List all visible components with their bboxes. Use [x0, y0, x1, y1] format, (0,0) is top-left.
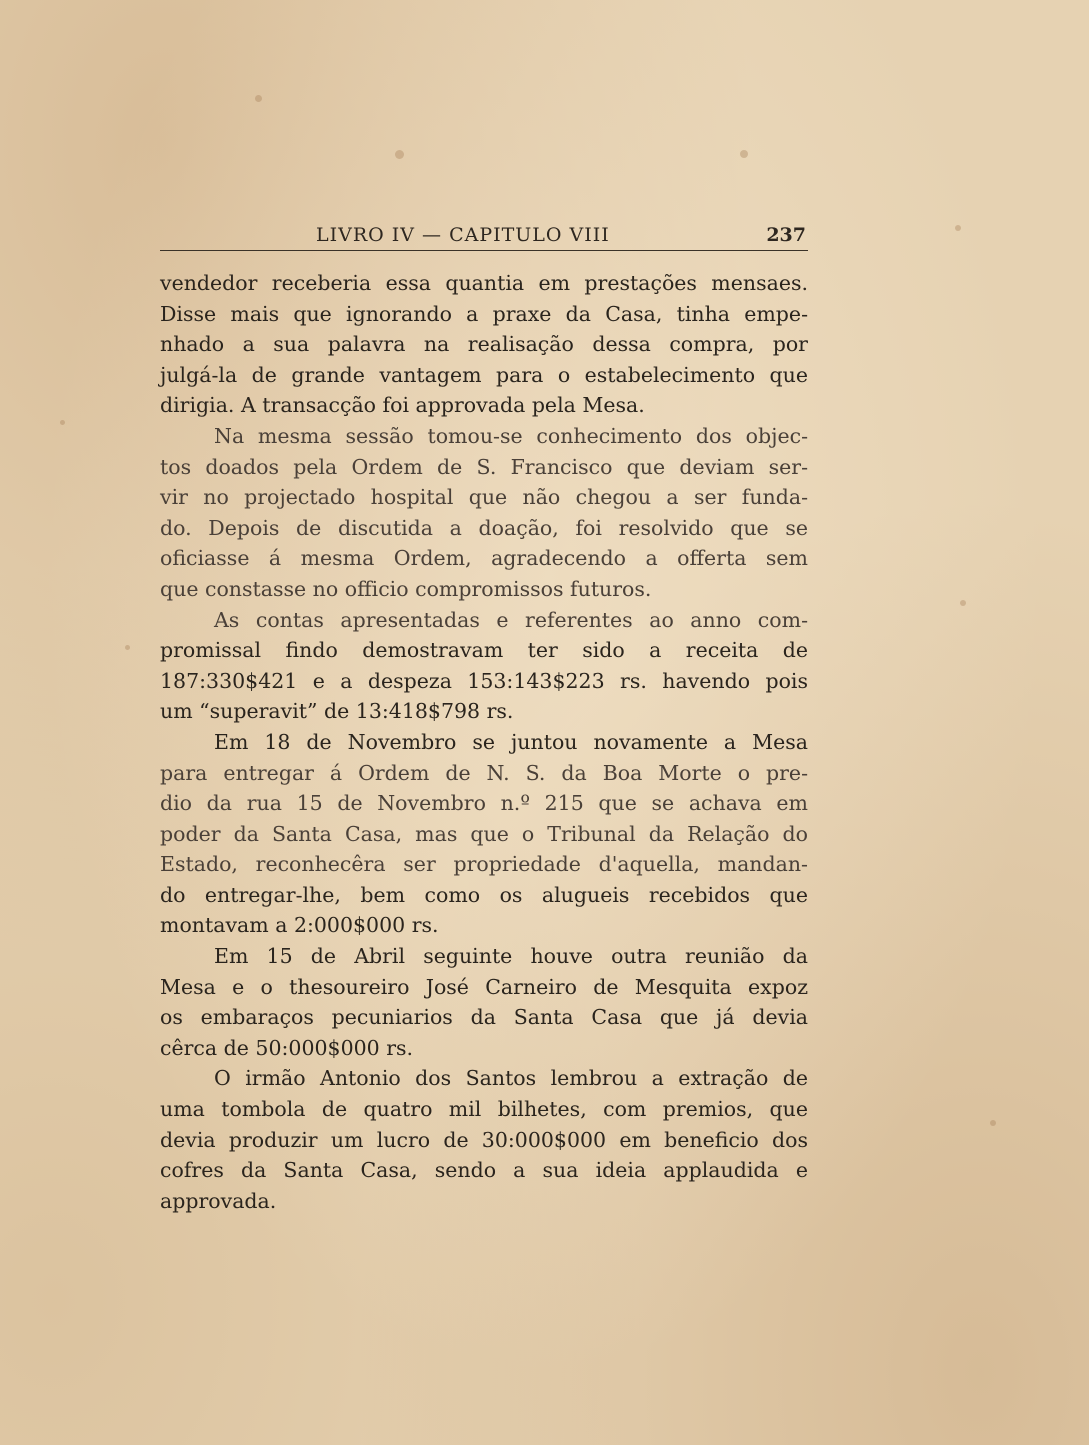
text-line: cêrca de 50:000$000 rs.: [160, 1035, 414, 1060]
text-line: um “superavit” de 13:418$798 rs.: [160, 699, 514, 724]
text-line: tos doados pela Ordem de S. Francisco que deviam ser-: [160, 454, 808, 479]
text-line: dio da rua 15 de Novembro n.º 215 que se achava em: [160, 791, 808, 816]
page-number: 237: [766, 224, 806, 246]
text-line: do entregar-lhe, bem como os alugueis recebidos que: [160, 882, 808, 907]
text-line: do. Depois de discutida a doação, foi resolvido que se: [160, 515, 808, 540]
text-line: devia produzir um lucro de 30:000$000 em beneficio dos: [160, 1127, 808, 1152]
running-head: LIVRO IV — CAPITULO VIII: [316, 224, 610, 246]
text-line: oficiasse á mesma Ordem, agradecendo a offerta sem: [160, 546, 808, 571]
foxing-spot: [740, 150, 748, 158]
text-line: que constasse no officio compromissos futuros.: [160, 576, 652, 601]
foxing-spot: [395, 150, 404, 159]
text-line: Em 18 de Novembro se juntou novamente a Mesa: [214, 729, 808, 754]
text-line: uma tombola de quatro mil bilhetes, com premios, que: [160, 1097, 808, 1122]
text-line: O irmão Antonio dos Santos lembrou a extração de: [214, 1066, 808, 1091]
page-header: [160, 224, 808, 251]
text-line: para entregar á Ordem de N. S. da Boa Morte o pre-: [160, 760, 808, 785]
text-line: As contas apresentadas e referentes ao anno com-: [214, 607, 808, 632]
foxing-spot: [960, 600, 966, 606]
text-line: promissal findo demostravam ter sido a receita de: [160, 638, 808, 663]
text-line: Na mesma sessão tomou-se conhecimento dos objec-: [214, 423, 808, 448]
foxing-spot: [990, 1120, 996, 1126]
text-line: 187:330$421 e a despeza 153:143$223 rs. havendo pois: [160, 668, 808, 693]
foxing-spot: [255, 95, 262, 102]
text-line: nhado a sua palavra na realisação dessa compra, por: [160, 332, 808, 357]
text-line: Estado, reconhecêra ser propriedade d'aquella, mandan-: [160, 852, 808, 877]
text-line: Em 15 de Abril seguinte houve outra reunião da: [214, 944, 808, 969]
text-line: Disse mais que ignorando a praxe da Casa, tinha empe-: [160, 301, 808, 326]
text-line: dirigia. A transacção foi approvada pela Mesa.: [160, 393, 645, 418]
text-line: approvada.: [160, 1188, 277, 1213]
text-line: vendedor receberia essa quantia em prestações mensaes.: [160, 271, 808, 295]
foxing-spot: [955, 225, 961, 231]
text-line: cofres da Santa Casa, sendo a sua ideia applaudida e: [160, 1158, 808, 1183]
body-text: [160, 268, 808, 1216]
foxing-spot: [60, 420, 65, 425]
text-line: vir no projectado hospital que não chegou a ser funda-: [160, 485, 808, 510]
text-line: os embaraços pecuniarios da Santa Casa que já devia: [160, 1005, 808, 1030]
foxing-spot: [125, 645, 130, 650]
text-line: montavam a 2:000$000 rs.: [160, 913, 439, 938]
text-line: Mesa e o thesoureiro José Carneiro de Mesquita expoz: [160, 974, 808, 999]
text-line: poder da Santa Casa, mas que o Tribunal da Relação do: [160, 821, 808, 846]
text-line: julgá-la de grande vantagem para o estabelecimento que: [160, 362, 808, 387]
